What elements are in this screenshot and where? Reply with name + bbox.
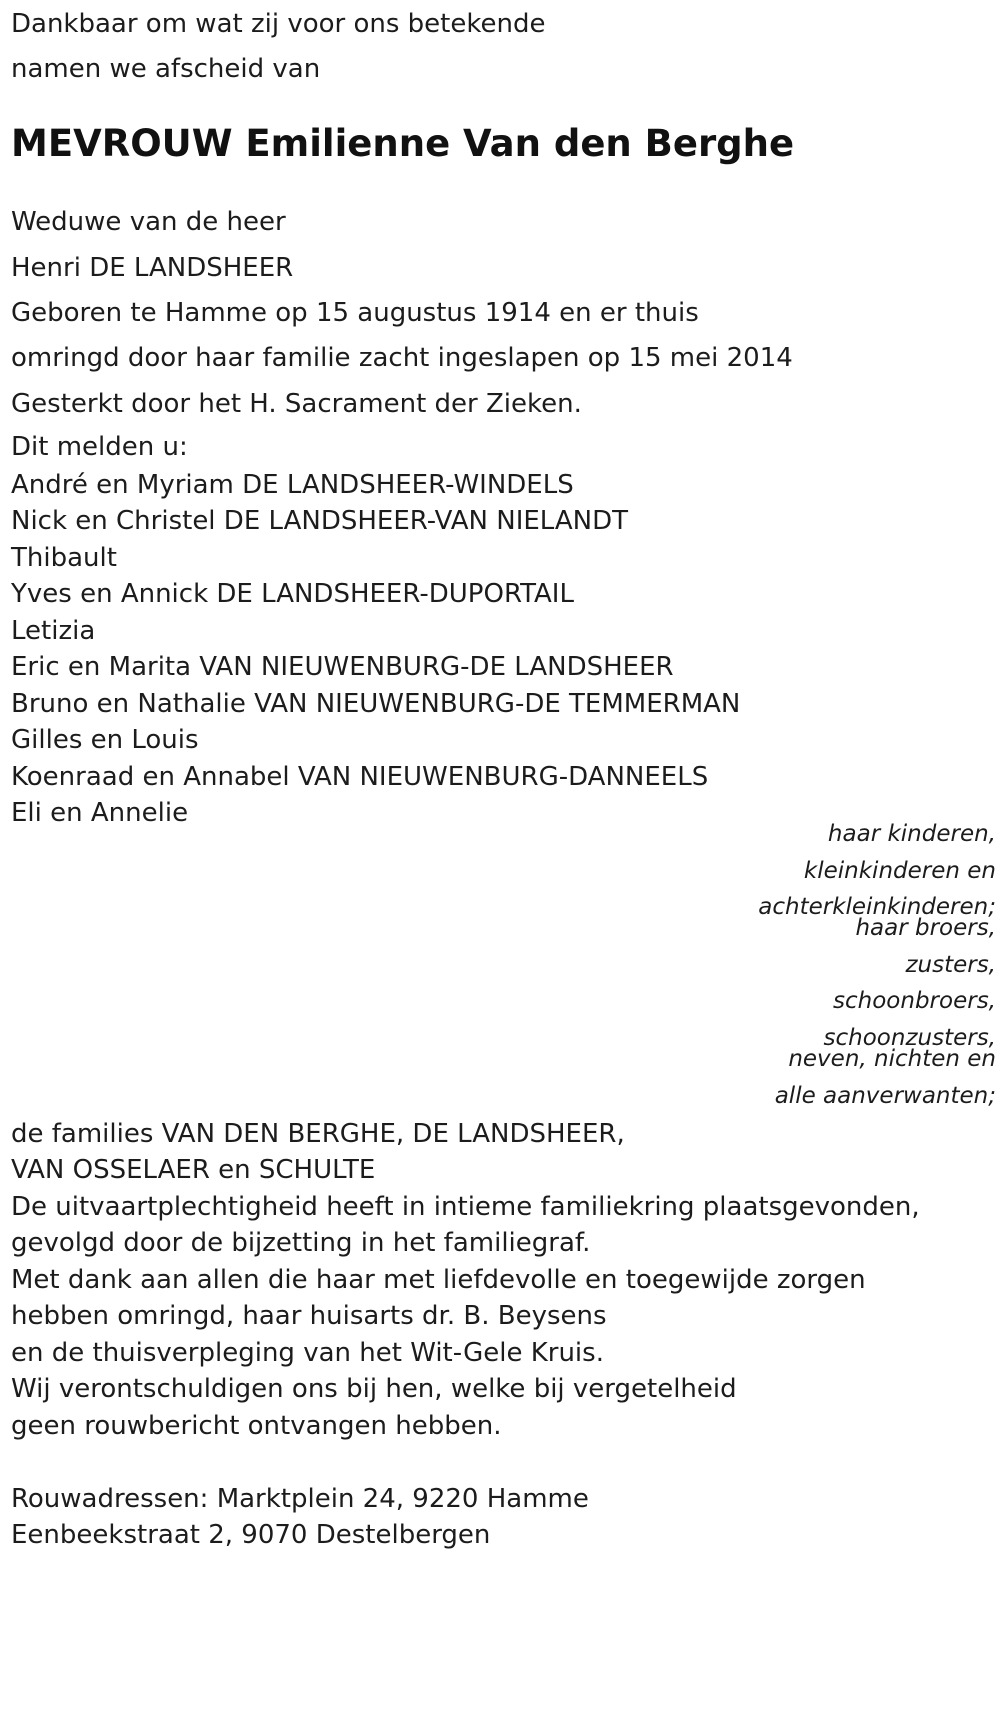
relation-line: achterkleinkinderen; <box>758 894 996 920</box>
closing-line: en de thuisverpleging van het Wit-Gele Kruis. <box>11 1338 604 1368</box>
announcers-intro: Dit melden u: <box>11 432 188 462</box>
intro-line: namen we afscheid van <box>11 54 321 84</box>
family-member: Bruno en Nathalie VAN NIEUWENBURG-DE TEMMERMAN <box>11 689 741 719</box>
address-line: Rouwadressen: Marktplein 24, 9220 Hamme <box>11 1484 589 1514</box>
closing-line: Met dank aan allen die haar met liefdevolle en toegewijde zorgen <box>11 1265 866 1295</box>
intro-line: Dankbaar om wat zij voor ons betekende <box>11 9 546 39</box>
family-member: André en Myriam DE LANDSHEER-WINDELS <box>11 470 574 500</box>
relation-line: alle aanverwanten; <box>774 1083 996 1109</box>
relation-line: haar kinderen, <box>827 821 996 847</box>
relation-line: haar broers, <box>855 915 996 941</box>
family-member: Koenraad en Annabel VAN NIEUWENBURG-DANNEELS <box>11 762 709 792</box>
detail-line: omringd door haar familie zacht ingeslapen op 15 mei 2014 <box>11 343 793 373</box>
detail-line: Gesterkt door het H. Sacrament der Zieken. <box>11 389 582 419</box>
closing-line: Wij verontschuldigen ons bij hen, welke bij vergetelheid <box>11 1374 737 1404</box>
closing-line: VAN OSSELAER en SCHULTE <box>11 1155 376 1185</box>
family-member: Letizia <box>11 616 96 646</box>
relation-line: schoonzusters, <box>823 1025 996 1051</box>
family-member: Eric en Marita VAN NIEUWENBURG-DE LANDSHEER <box>11 652 674 682</box>
closing-line: De uitvaartplechtigheid heeft in intieme familiekring plaatsgevonden, <box>11 1192 920 1222</box>
family-member: Thibault <box>11 543 117 573</box>
relation-line: kleinkinderen en <box>803 858 996 884</box>
family-member: Yves en Annick DE LANDSHEER-DUPORTAIL <box>11 579 574 609</box>
family-member: Eli en Annelie <box>11 798 189 828</box>
detail-line: Geboren te Hamme op 15 augustus 1914 en er thuis <box>11 298 699 328</box>
family-member: Nick en Christel DE LANDSHEER-VAN NIELANDT <box>11 506 629 536</box>
detail-line: Henri DE LANDSHEER <box>11 253 294 283</box>
family-member: Gilles en Louis <box>11 725 199 755</box>
deceased-name: MEVROUW Emilienne Van den Berghe <box>11 122 795 165</box>
detail-line: Weduwe van de heer <box>11 207 286 237</box>
closing-line: gevolgd door de bijzetting in het familiegraf. <box>11 1228 591 1258</box>
closing-line: geen rouwbericht ontvangen hebben. <box>11 1411 502 1441</box>
address-line: Eenbeekstraat 2, 9070 Destelbergen <box>11 1520 491 1550</box>
relation-line: neven, nichten en <box>788 1046 996 1072</box>
relation-line: zusters, <box>905 952 996 978</box>
closing-line: hebben omringd, haar huisarts dr. B. Beysens <box>11 1301 607 1331</box>
closing-line: de families VAN DEN BERGHE, DE LANDSHEER, <box>11 1119 625 1149</box>
relation-line: schoonbroers, <box>833 988 996 1014</box>
